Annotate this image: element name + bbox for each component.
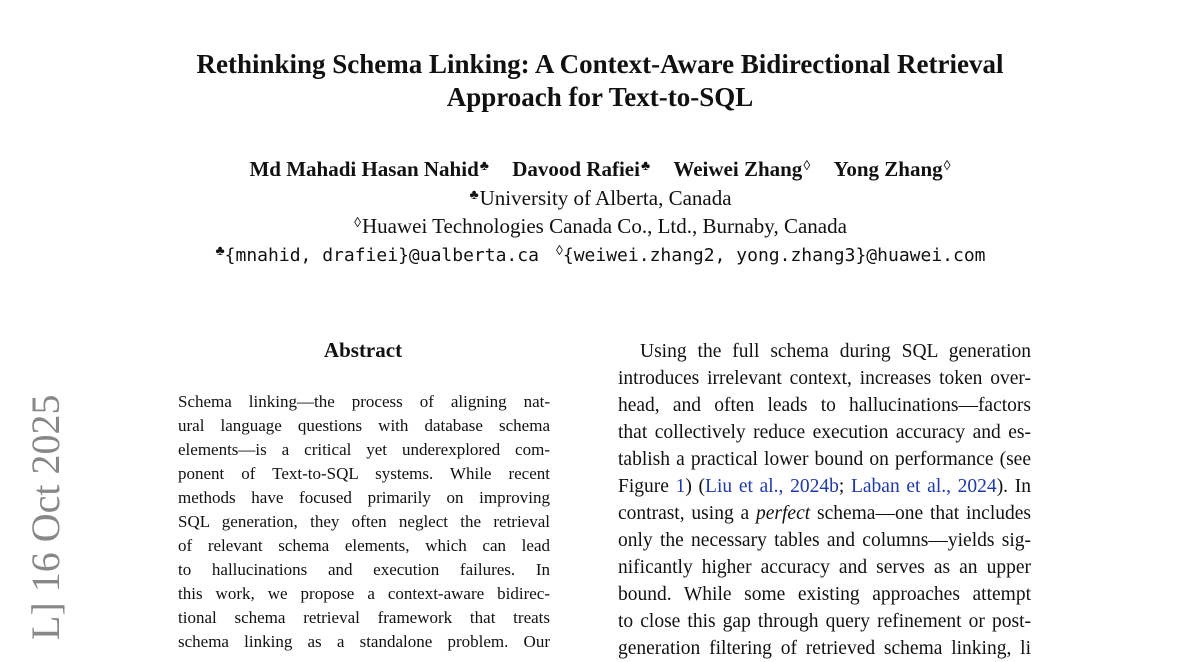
- affiliation-1: ♣University of Alberta, Canada: [469, 186, 732, 210]
- diamond-symbol-icon: ◊: [555, 244, 563, 259]
- author-1: Md Mahadi Hasan Nahid♣: [249, 157, 489, 181]
- club-symbol-icon: ♣: [479, 159, 489, 174]
- diamond-symbol-icon: ◊: [943, 159, 951, 174]
- email-ualberta[interactable]: {mnahid, drafiei}@ualberta.ca: [224, 245, 539, 266]
- body-paragraph-line: generation filtering of retrieved schema linking, li: [618, 638, 1031, 659]
- abstract-line: ponent of Text-to-SQL systems. While recent: [178, 464, 550, 483]
- body-paragraph-line: to close this gap through query refinement or post-: [618, 611, 1031, 632]
- body-paragraph-line: only the necessary tables and columns—yields sig-: [618, 530, 1031, 551]
- title-line-1: Rethinking Schema Linking: A Context-Aware Bidirectional Retrieval: [196, 49, 1004, 79]
- body-paragraph-line: bound. While some existing approaches attempt: [618, 584, 1031, 605]
- abstract-heading: Abstract: [323, 338, 403, 362]
- body-paragraph-line: tablish a practical lower bound on performance (see: [618, 449, 1031, 470]
- diamond-symbol-icon: ◊: [354, 216, 361, 231]
- club-symbol-icon: ♣: [215, 244, 225, 259]
- body-paragraph-line: head, and often leads to hallucinations—factors: [618, 395, 1031, 416]
- body-paragraph-line: nificantly higher accuracy and serves as an upper: [618, 557, 1031, 578]
- body-paragraph-line: introduces irrelevant context, increases token over-: [618, 368, 1031, 389]
- figure-reference-link[interactable]: 1: [675, 476, 686, 497]
- title-line-2: Approach for Text-to-SQL: [446, 82, 754, 112]
- body-paragraph-line: that collectively reduce execution accuracy and es-: [618, 422, 1031, 443]
- abstract-line: elements—is a critical yet underexplored com-: [178, 440, 550, 459]
- abstract-line: ural language questions with database schema: [178, 416, 550, 435]
- email-line: [100, 238, 1100, 269]
- abstract-line: this work, we propose a context-aware bidirec-: [178, 584, 550, 603]
- author-3: Weiwei Zhang◊: [673, 157, 811, 181]
- body-paragraph-line: Figure 1) (Liu et al., 2024b; Laban et al., 2024). In: [618, 476, 1031, 497]
- email-huawei[interactable]: {weiwei.zhang2, yong.zhang3}@huawei.com: [562, 245, 986, 266]
- paper-title: [100, 48, 1100, 114]
- diamond-symbol-icon: ◊: [803, 159, 811, 174]
- club-symbol-icon: ♣: [640, 159, 651, 174]
- abstract-line: tional schema retrieval framework that treats: [178, 608, 550, 627]
- abstract-line: to hallucinations and execution failures. In: [178, 560, 550, 579]
- author-list: [100, 153, 1100, 183]
- affiliation-2: ◊Huawei Technologies Canada Co., Ltd., Burnaby, Canada: [354, 214, 847, 238]
- body-paragraph-line: contrast, using a perfect schema—one that includes: [618, 503, 1031, 524]
- citation-link-laban[interactable]: Laban et al., 2024: [850, 476, 997, 497]
- emphasis-text: perfect: [756, 503, 811, 524]
- club-symbol-icon: ♣: [469, 188, 479, 203]
- abstract-line: SQL generation, they often neglect the retrieval: [178, 512, 550, 531]
- abstract-line: of relevant schema elements, which can lead: [178, 536, 550, 555]
- abstract-line: schema linking as a standalone problem. Our: [178, 632, 550, 651]
- body-paragraph-line: Using the full schema during SQL generation: [640, 341, 1031, 362]
- arxiv-stamp: L] 16 Oct 2025: [23, 394, 68, 640]
- citation-link-liu[interactable]: Liu et al., 2024b: [705, 476, 839, 497]
- abstract-line: methods have focused primarily on improving: [178, 488, 550, 507]
- abstract-line: Schema linking—the process of aligning nat-: [178, 392, 550, 411]
- author-2: Davood Rafiei♣: [512, 157, 651, 181]
- author-4: Yong Zhang◊: [833, 157, 951, 181]
